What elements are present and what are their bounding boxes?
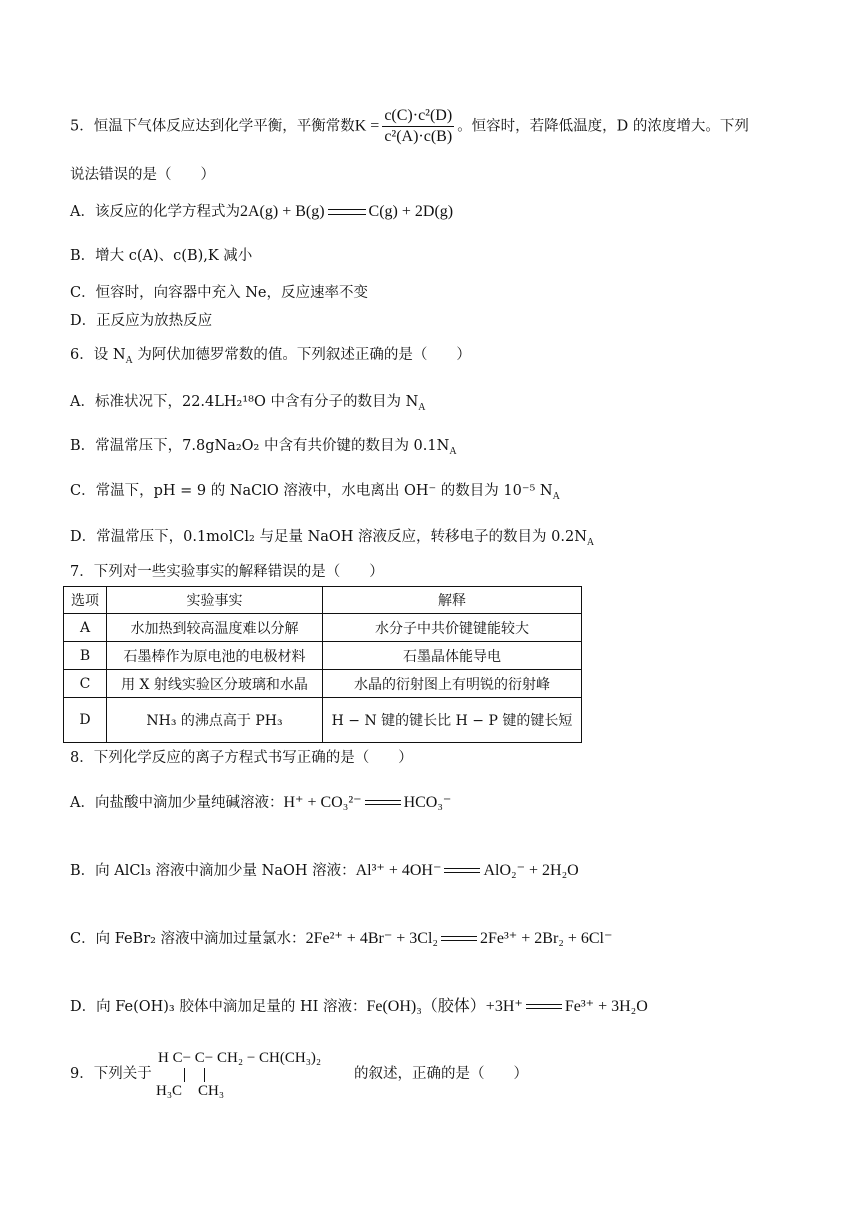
table-row: D NH₃ 的沸点高于 PH₃ H − N 键的键长比 H − P 键的键长短 [64,698,582,743]
col-header-fact: 实验事实 [107,587,323,614]
q6-option-c: C．常温下，pH = 9 的 NaClO 溶液中，水电离出 OH⁻ 的数目为 10⁻⁵ $N_A$ [70,483,560,502]
q5-option-b: B．增大 c(A)、c(B),K 减小 [70,248,253,264]
q9-structural-formula: H C− C− CH₂ − CH(CH₃)₂ H₃C CH₃ [156,1050,322,1099]
col-header-option: 选项 [64,587,107,614]
q6-option-a: A．标准状况下，22.4LH₂¹⁸O 中含有分子的数目为 $N_A$ [70,394,426,413]
equals-arrow-icon [444,867,480,875]
q7-table [63,586,582,743]
table-row: C 用 X 射线实验区分玻璃和水晶 水晶的衍射图上有明锐的衍射峰 [64,670,582,698]
q6-option-b: B．常温常压下，7.8gNa₂O₂ 中含有共价键的数目为 $0.1N_A$ [70,438,457,457]
table-header-row [64,587,582,614]
equals-arrow-icon [365,799,401,807]
k-symbol: K = [354,117,380,135]
q8-option-c: C．向 FeBr₂ 溶液中滴加过量氯水：2Fe²⁺ + 4Br⁻ + 3Cl₂ 2Fe³⁺ + 2Br₂ + 6Cl⁻ [70,930,613,947]
q8-option-d: D．向 Fe(OH)₃ 胶体中滴加足量的 HI 溶液：Fe(OH)₃（胶体）+3H⁺ Fe³⁺ + 3H₂O [70,998,648,1015]
equilibrium-arrow-icon [328,207,366,217]
q7-stem: 7．下列对一些实验事实的解释错误的是（ ） [70,564,384,580]
q5-stem-line2: 说法错误的是（ ） [70,167,215,183]
table-row: A 水加热到较高温度难以分解 水分子中共价键键能较大 [64,614,582,642]
q5-option-a: A．该反应的化学方程式为2A(g) + B(g) C(g) + 2D(g) [70,203,454,220]
q8-option-a: A．向盐酸中滴加少量纯碱溶液：H⁺ + CO₃²⁻ HCO₃⁻ [70,794,452,811]
col-header-explanation: 解释 [323,587,582,614]
q5-stem: 5．恒温下气体反应达到化学平衡，平衡常数K = $\frac{\text{c(C)·c²(D)}}{\text{c²(A)·c(B)}}$ 。恒容时，若降低温度，D 的浓度增大。下列 [70,107,749,145]
q5-option-c: C．恒容时，向容器中充入 Ne，反应速率不变 [70,285,368,301]
q6-option-d: D．常温常压下，0.1molCl₂ 与足量 NaOH 溶液反应，转移电子的数目为 $0.2N_A$ [70,529,595,548]
bond-line [204,1068,205,1082]
q6-stem: 6．设 $N_A$ 为阿伏加德罗常数的值。下列叙述正确的是（ ） [70,347,471,366]
bond-line [184,1068,185,1082]
q8-option-b: B．向 AlCl₃ 溶液中滴加少量 NaOH 溶液：Al³⁺ + 4OH⁻ AlO₂⁻ + 2H₂O [70,862,579,879]
q8-stem: 8．下列化学反应的离子方程式书写正确的是（ ） [70,750,413,766]
q9-stem-prefix: 9．下列关于 [70,1066,152,1082]
k-fraction: $\frac{\text{c(C)·c²(D)}}{\text{c²(A)·c(B)}}$ [384,107,453,145]
table-row: B 石墨棒作为原电池的电极材料 石墨晶体能导电 [64,642,582,670]
q5-option-d: D．正反应为放热反应 [70,313,213,329]
equals-arrow-icon [441,935,477,943]
equals-arrow-icon [526,1003,562,1011]
q9-stem-suffix: 的叙述，正确的是（ ） [354,1066,528,1082]
